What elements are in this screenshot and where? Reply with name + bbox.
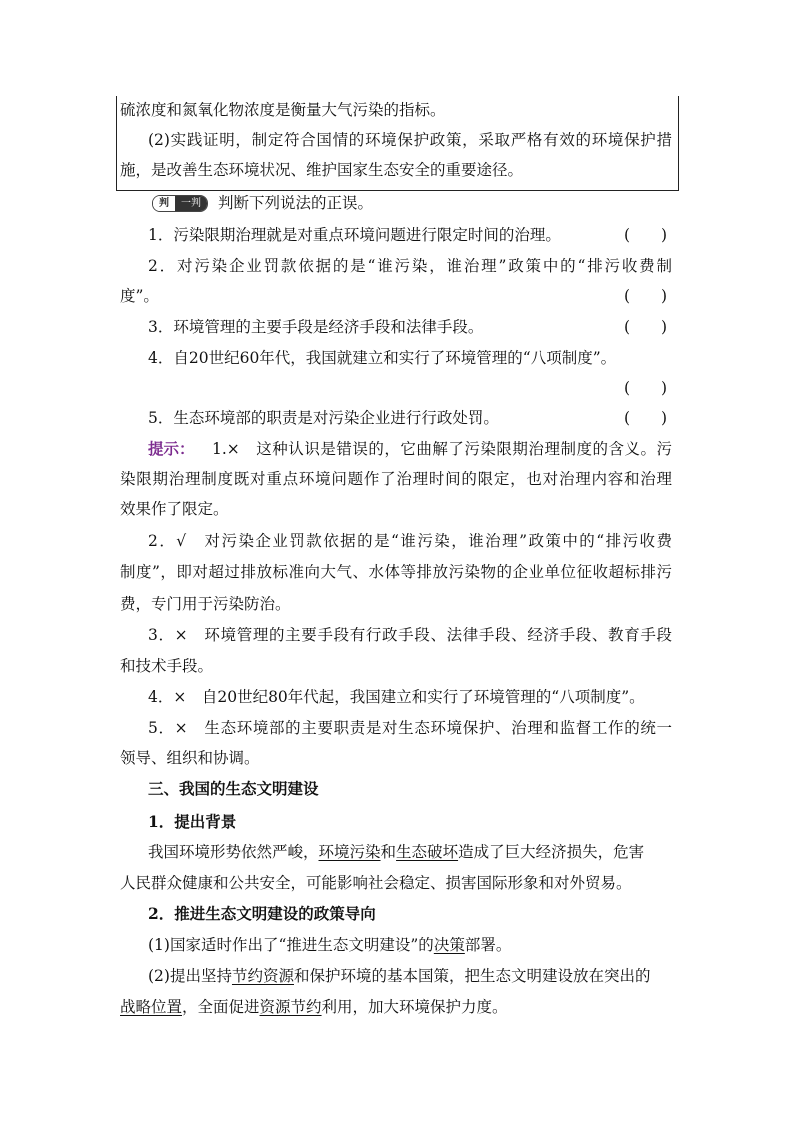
question-5: 5．生态环境部的职责是对污染企业进行行政处罚。 (148, 409, 499, 427)
paragraph-1-line-2: 人民群众健康和公共安全，可能影响社会稳定、损害国际形象和对外贸易。 (120, 874, 632, 892)
paragraph-3-line-2 (120, 997, 508, 1017)
answer-paren-4: ( ) (624, 379, 668, 397)
underlined-term: 环境污染 (318, 843, 381, 861)
section-heading: 三、我国的生态文明建设 (148, 779, 319, 798)
paragraph-1-line-1 (148, 842, 644, 862)
hint-2-line-2: 制度”，即对超过排放标准向大气、水体等排放污染物的企业单位征收超标排污 (120, 563, 672, 581)
question-2-line-1: 2．对污染企业罚款依据的是“谁污染，谁治理”政策中的“排污收费制 (148, 257, 672, 275)
box-line-3: 施，是改善生态环境状况、维护国家生态安全的重要途径。 (120, 161, 524, 179)
hint-3-line-2: 和技术手段。 (120, 657, 214, 675)
paragraph-2 (148, 935, 511, 955)
hint-2-line-3: 费，专门用于污染防治。 (120, 595, 291, 613)
hint-1-line-2: 染限期治理制度既对重点环境问题作了治理时间的限定，也对治理内容和治理 (120, 470, 672, 488)
answer-paren-5: ( ) (624, 409, 668, 427)
text-run: 和 (380, 843, 397, 861)
text-run: 和保护环境的基本国策，把生态文明建设放在突出的 (293, 967, 651, 985)
underlined-term: 战略位置 (120, 998, 183, 1016)
question-1: 1．污染限期治理就是对重点环境问题进行限定时间的治理。 (148, 226, 561, 244)
question-2-line-2: 度”。 (120, 287, 159, 305)
answer-paren-2: ( ) (624, 287, 668, 305)
text-run: 部署。 (464, 936, 512, 954)
badge-left: 判 (153, 196, 175, 211)
underlined-term: 节约资源 (231, 967, 294, 985)
hint-2-line-1: 2．√ 对污染企业罚款依据的是“谁污染，谁治理”政策中的“排污收费 (148, 532, 672, 550)
hint-1-line-1: 1.× 这种认识是错误的，它曲解了污染限期治理制度的含义。污 (212, 440, 672, 458)
answer-paren-1: ( ) (624, 226, 668, 244)
judge-title: 判断下列说法的正误。 (218, 194, 374, 212)
hint-3-line-1: 3．× 环境管理的主要手段有行政手段、法律手段、经济手段、教育手段 (148, 626, 672, 644)
paragraph-3-line-1 (148, 966, 651, 986)
box-line-1: 硫浓度和氮氧化物浓度是衡量大气污染的指标。 (120, 101, 446, 119)
hint-label: 提示： (148, 439, 195, 458)
question-3: 3．环境管理的主要手段是经济手段和法律手段。 (148, 318, 484, 336)
text-run: 造成了巨大经济损失，危害 (458, 843, 645, 861)
underlined-term: 决策 (433, 936, 465, 954)
text-run: (1)国家适时作出了“推进生态文明建设”的 (148, 936, 434, 954)
question-4: 4．自20世纪60年代，我国就建立和实行了环境管理的“八项制度”。 (148, 349, 617, 367)
hint-5-line-1: 5．× 生态环境部的主要职责是对生态环境保护、治理和监督工作的统一 (148, 719, 672, 737)
badge-right: 一判 (175, 196, 207, 211)
hint-1-line-3: 效果作了限定。 (120, 500, 229, 518)
subheading-2: 2．推进生态文明建设的政策导向 (148, 904, 376, 923)
underlined-term: 生态破坏 (396, 843, 459, 861)
text-run: 利用，加大环境保护力度。 (321, 998, 508, 1016)
judge-badge (152, 195, 208, 212)
box-line-2: (2)实践证明，制定符合国情的环境保护政策，采取严格有效的环境保护措 (148, 131, 672, 149)
answer-paren-3: ( ) (624, 318, 668, 336)
underlined-term: 资源节约 (259, 998, 322, 1016)
text-run: ，全面促进 (182, 998, 260, 1016)
text-run: (2)提出坚持 (148, 967, 232, 985)
text-run: 我国环境形势依然严峻， (148, 843, 319, 861)
subheading-1: 1．提出背景 (148, 812, 237, 831)
hint-4: 4．× 自20世纪80年代起，我国建立和实行了环境管理的“八项制度”。 (148, 688, 645, 706)
hint-5-line-2: 领导、组织和协调。 (120, 749, 260, 767)
